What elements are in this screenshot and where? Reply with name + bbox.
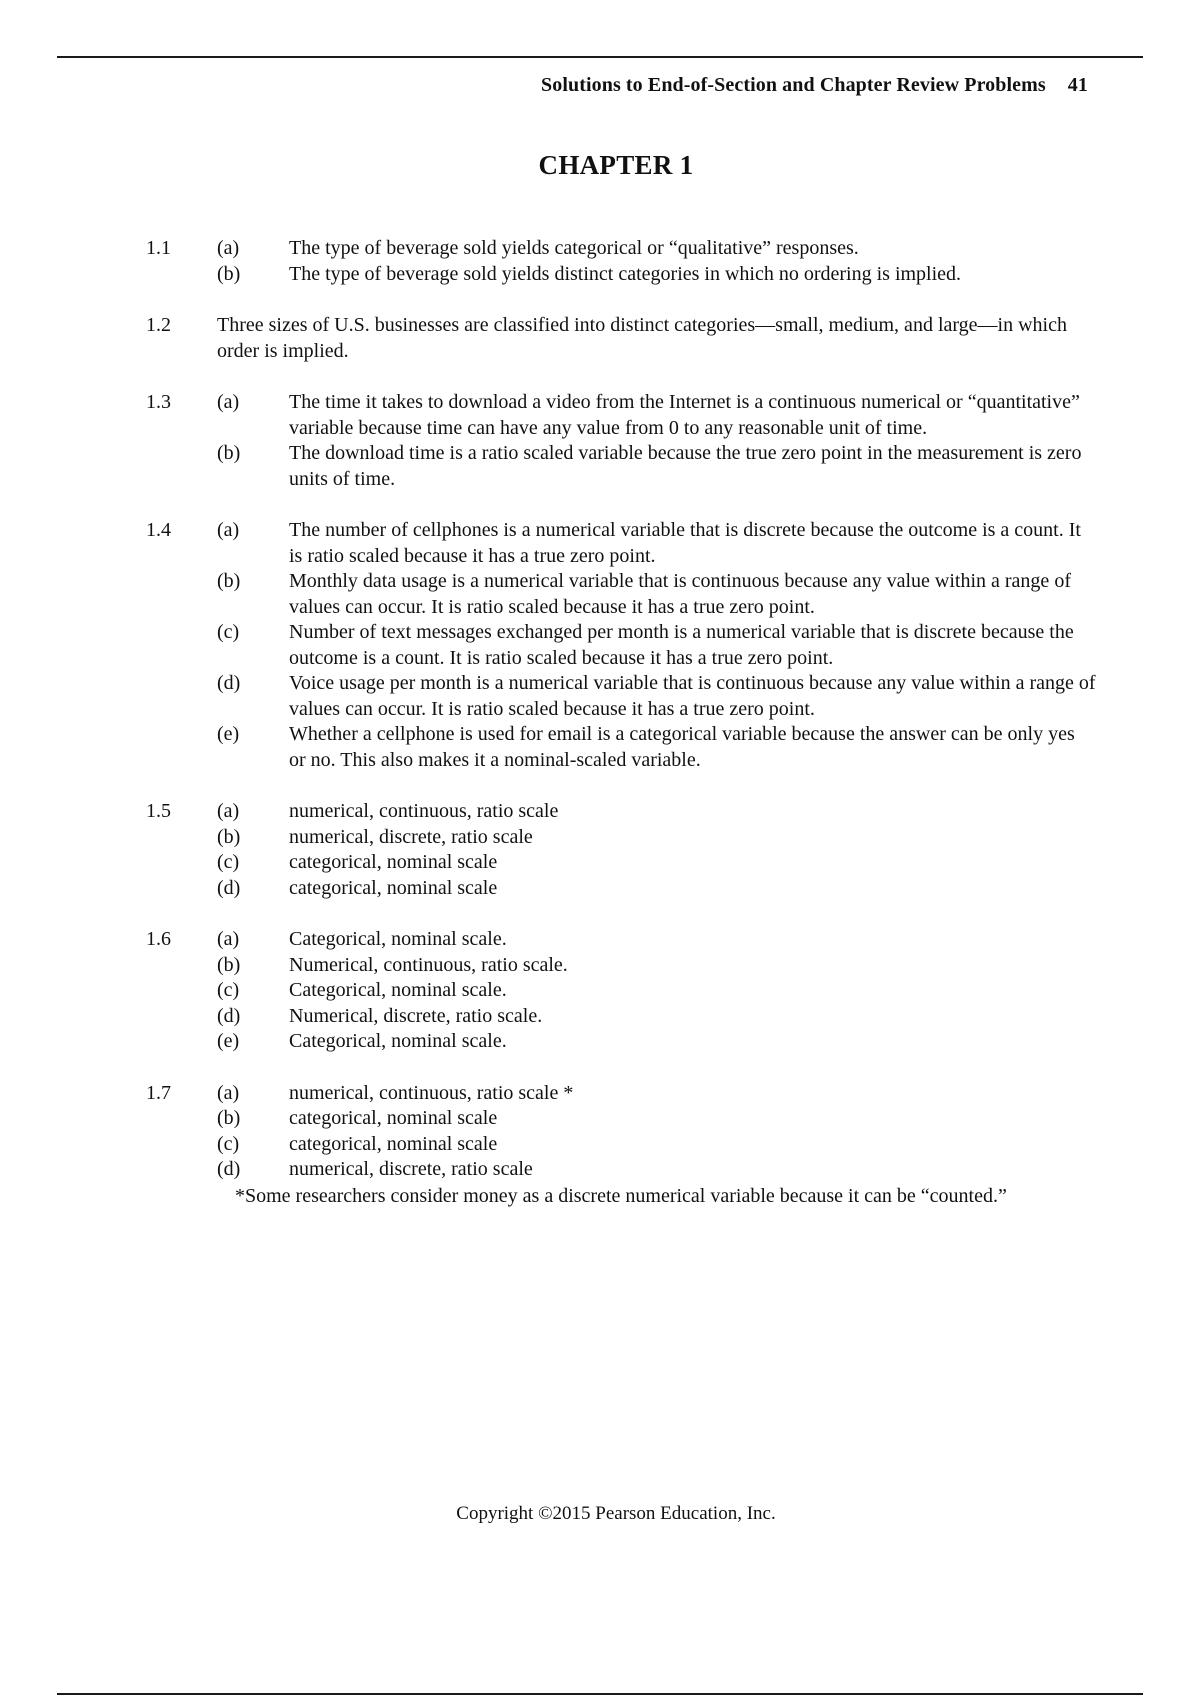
part-text: Voice usage per month is a numerical variable that is continuous because any value within a range of values can occur. It is ratio scaled because it has a true zero point. (289, 672, 1096, 720)
problem-part (217, 1029, 1096, 1055)
problem-part (217, 390, 1096, 441)
problem-part (217, 1106, 1096, 1132)
problem-part (217, 518, 1096, 569)
running-header (541, 74, 1088, 97)
page-number: 41 (1067, 74, 1088, 96)
problem-part (217, 262, 1096, 288)
problem-part (217, 671, 1096, 722)
part-label: (e) (217, 723, 240, 745)
part-label: (a) (217, 519, 240, 541)
problem-1-4 (146, 518, 1096, 773)
problem-1-7 (146, 1081, 1096, 1210)
part-label: (c) (217, 851, 240, 873)
part-text: numerical, discrete, ratio scale (289, 825, 533, 848)
part-text: Number of text messages exchanged per month is a numerical variable that is discrete because the outcome is a count. It is ratio scaled because it has a true zero point. (289, 621, 1074, 669)
part-label: (d) (217, 672, 241, 694)
problem-1-3 (146, 390, 1096, 492)
problem-number: 1.1 (146, 237, 171, 259)
part-text: numerical, continuous, ratio scale * (289, 1081, 574, 1104)
problem-part (217, 953, 1096, 979)
part-label: (b) (217, 953, 241, 976)
part-text: Whether a cellphone is used for email is a categorical variable because the answer can be only yes or no. This also makes it a nominal-scaled variable. (289, 723, 1075, 771)
footnote: *Some researchers consider money as a discrete numerical variable because it can be “counted.” (235, 1184, 1007, 1207)
problem-part (217, 722, 1096, 773)
part-text: categorical, nominal scale (289, 851, 498, 873)
part-label: (b) (217, 825, 241, 848)
part-text: numerical, discrete, ratio scale (289, 1158, 533, 1180)
part-text: The number of cellphones is a numerical variable that is discrete because the outcome is a count. It is ratio scaled because it has a true zero point. (289, 519, 1081, 567)
problem-part (217, 236, 1096, 262)
part-label: (d) (217, 1158, 241, 1180)
part-label: (a) (217, 391, 240, 413)
part-text: categorical, nominal scale (289, 876, 498, 899)
part-text: Categorical, nominal scale. (289, 928, 507, 950)
problem-part (217, 1081, 1096, 1107)
problem-part (217, 799, 1096, 825)
part-label: (b) (217, 442, 241, 464)
problem-1-2 (146, 313, 1096, 364)
part-label: (d) (217, 1004, 241, 1027)
bottom-rule (57, 1693, 1143, 1695)
part-text: categorical, nominal scale (289, 1107, 498, 1129)
problem-part (217, 927, 1096, 953)
problem-number: 1.4 (146, 519, 171, 541)
problem-number: 1.6 (146, 928, 171, 950)
problem-number: 1.7 (146, 1081, 171, 1104)
part-label: (b) (217, 1107, 241, 1129)
problem-part (217, 569, 1096, 620)
problem-part (217, 1157, 1096, 1183)
part-label: (c) (217, 621, 240, 643)
part-text: categorical, nominal scale (289, 1132, 498, 1155)
problem-number: 1.2 (146, 314, 171, 336)
problem-number: 1.3 (146, 391, 171, 413)
part-text: Categorical, nominal scale. (289, 1030, 507, 1052)
problem-part (217, 1004, 1096, 1030)
chapter-title: CHAPTER 1 (538, 150, 694, 180)
part-label: (e) (217, 1030, 240, 1052)
part-text: Monthly data usage is a numerical variable that is continuous because any value within a range of values can occur. It is ratio scaled because it has a true zero point. (289, 570, 1071, 618)
problem-part (217, 978, 1096, 1004)
part-text: Numerical, discrete, ratio scale. (289, 1004, 543, 1027)
part-text: The download time is a ratio scaled variable because the true zero point in the measurement is zero units of time. (289, 442, 1082, 490)
part-label: (c) (217, 979, 240, 1001)
part-text: The type of beverage sold yields distinct categories in which no ordering is implied. (289, 262, 962, 285)
problem-part (217, 825, 1096, 851)
problem-1-1 (146, 236, 1096, 287)
problem-text: Three sizes of U.S. businesses are classified into distinct categories—small, medium, and large—in which order is implied. (217, 314, 1067, 362)
part-label: (a) (217, 800, 240, 822)
part-label: (a) (217, 928, 240, 950)
problem-part (217, 850, 1096, 876)
problem-number: 1.5 (146, 800, 171, 822)
part-text: The type of beverage sold yields categorical or “qualitative” responses. (289, 237, 859, 259)
running-header-title: Solutions to End-of-Section and Chapter Review Problems (541, 74, 1046, 96)
part-text: Categorical, nominal scale. (289, 979, 507, 1001)
top-rule (57, 56, 1143, 58)
part-label: (a) (217, 1081, 240, 1104)
problem-1-6 (146, 927, 1096, 1055)
part-text: Numerical, continuous, ratio scale. (289, 953, 568, 976)
problem-part (217, 620, 1096, 671)
problem-part (217, 441, 1096, 492)
problem-part (217, 1132, 1096, 1158)
part-label: (b) (217, 262, 241, 285)
part-text: numerical, continuous, ratio scale (289, 800, 559, 822)
part-label: (d) (217, 876, 241, 899)
problem-list (146, 236, 1096, 1235)
part-label: (b) (217, 570, 241, 592)
problem-part (217, 876, 1096, 902)
problem-1-5 (146, 799, 1096, 901)
part-label: (a) (217, 237, 240, 259)
part-text: The time it takes to download a video from the Internet is a continuous numerical or “quantitative” variable because time can have any value from 0 to any reasonable unit of time. (289, 391, 1080, 439)
copyright-notice: Copyright ©2015 Pearson Education, Inc. (456, 1503, 776, 1524)
part-label: (c) (217, 1132, 240, 1155)
